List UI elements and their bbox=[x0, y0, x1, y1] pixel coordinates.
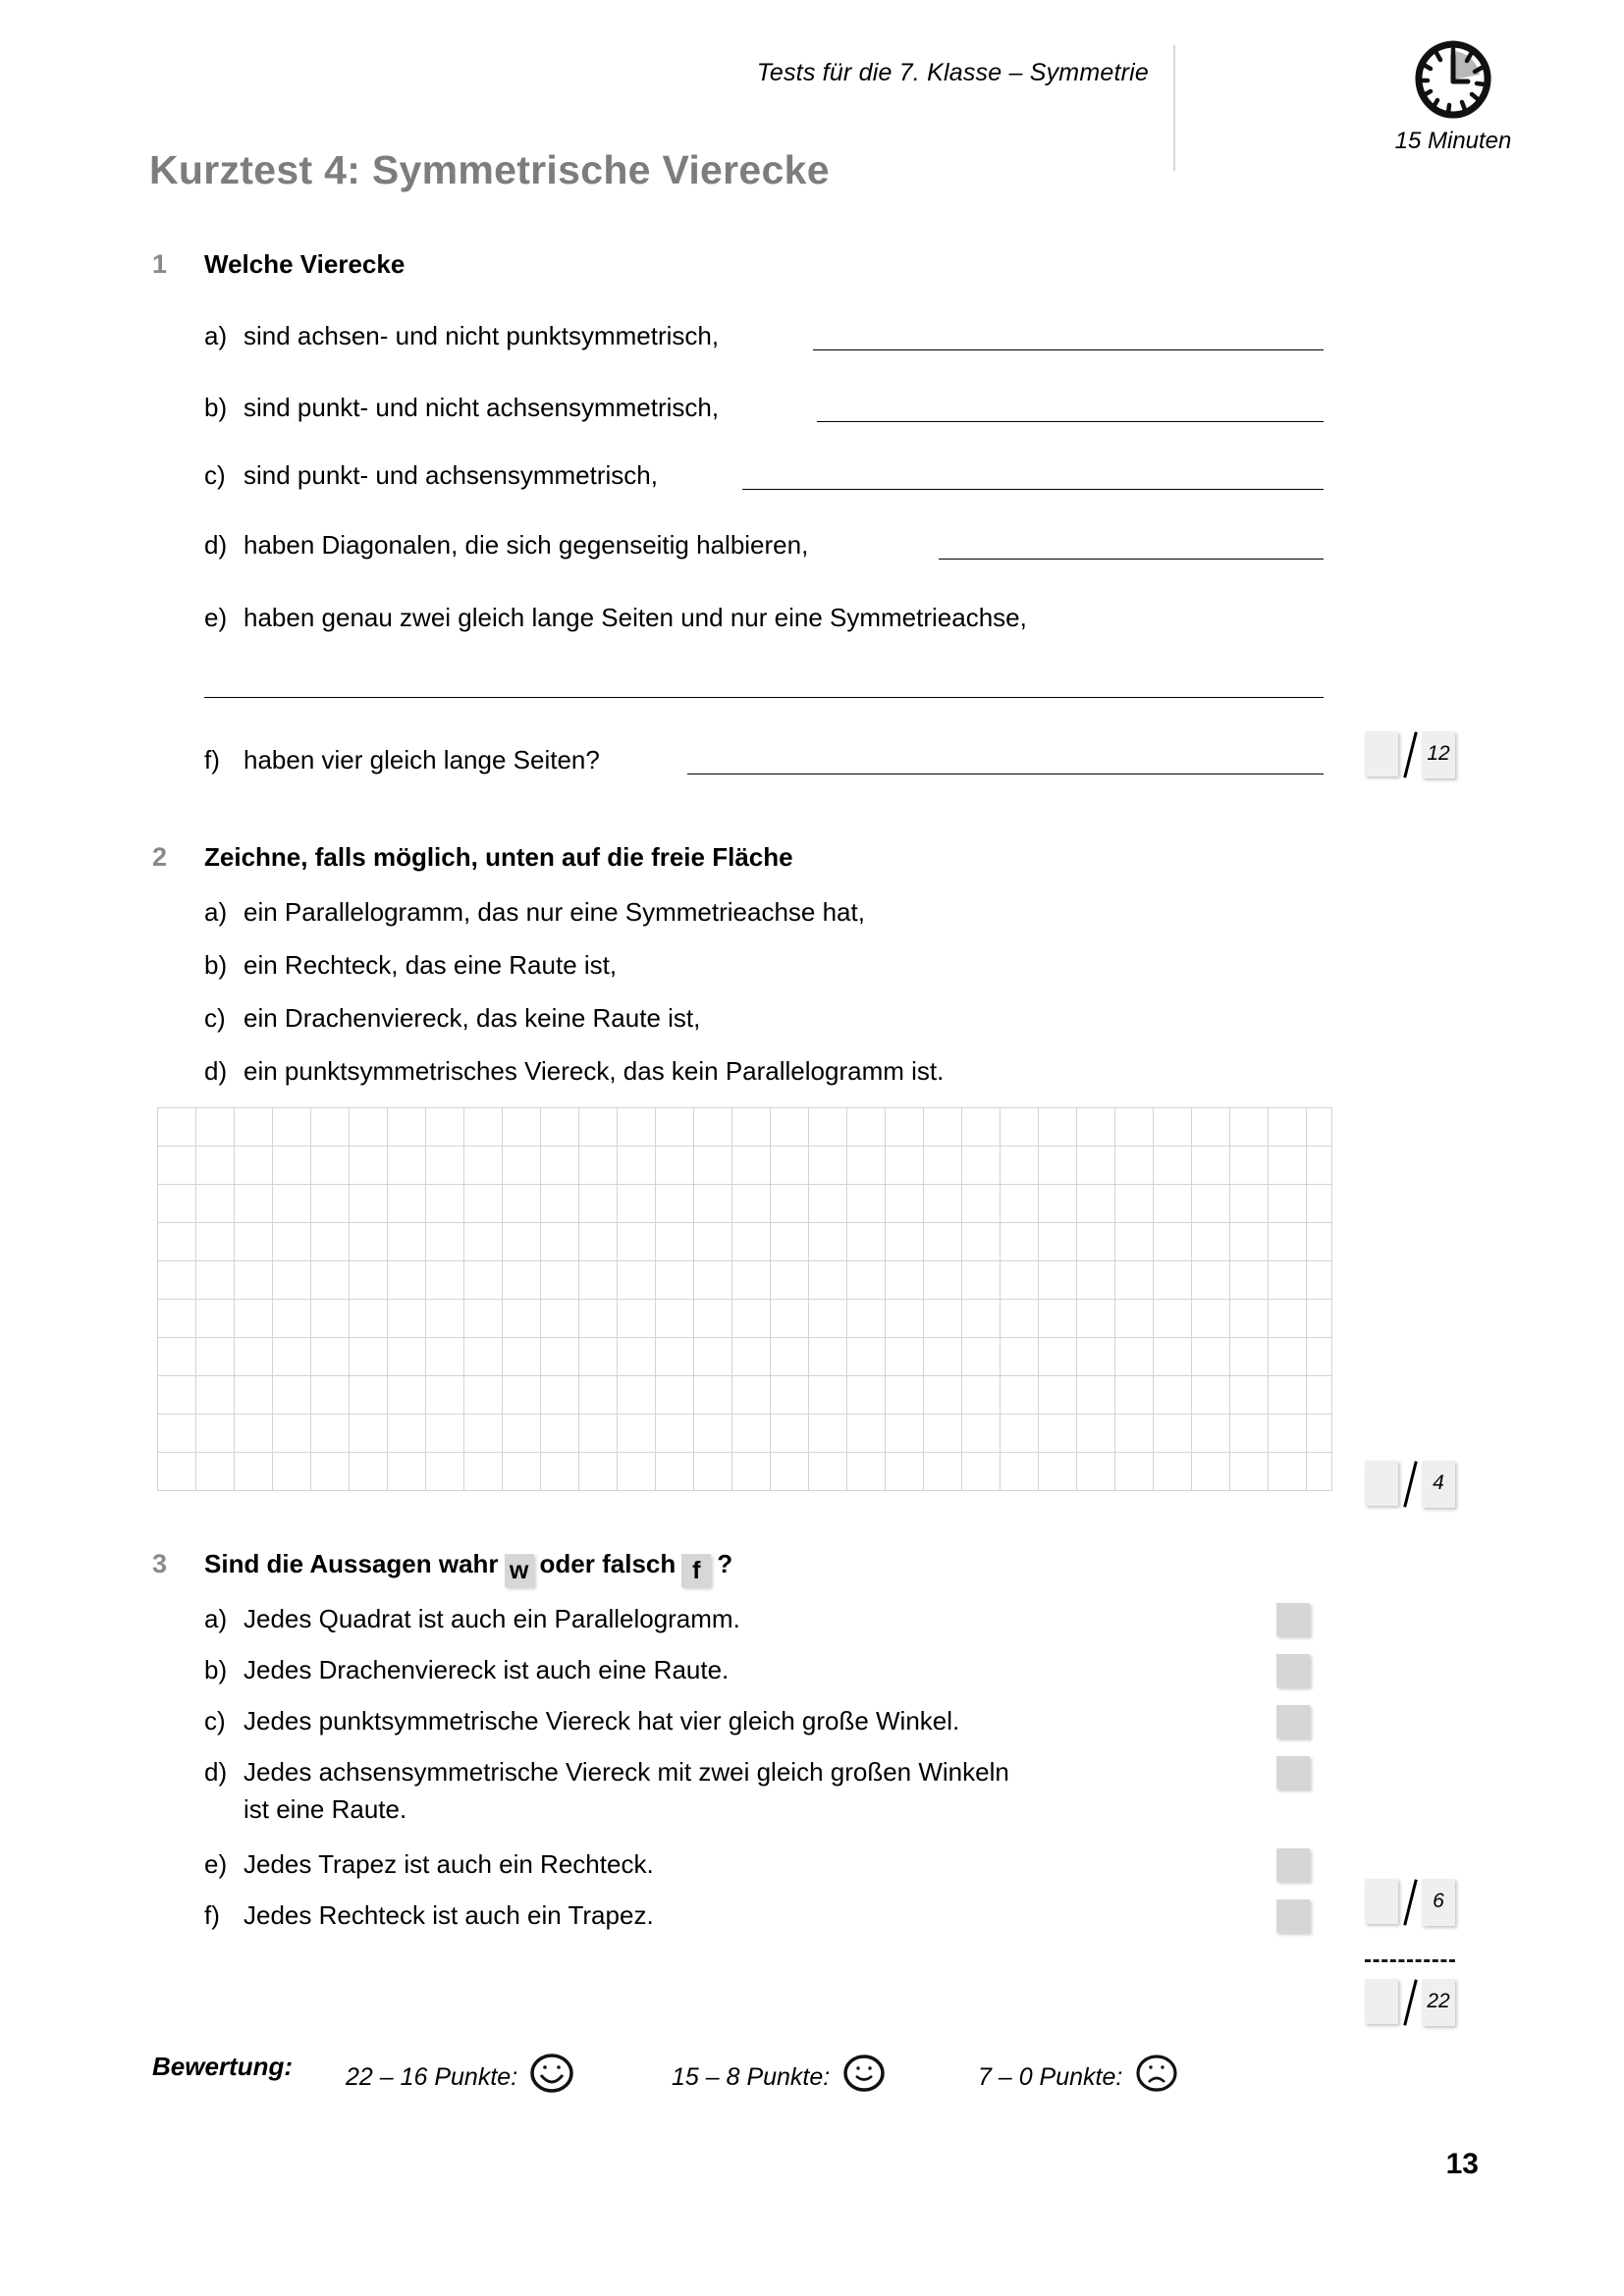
score-slash-icon bbox=[1398, 731, 1422, 778]
task-3-answer-box-b[interactable] bbox=[1276, 1654, 1310, 1687]
task-2-item-c bbox=[204, 1003, 700, 1034]
task-3-heading-part3: ? bbox=[717, 1549, 733, 1578]
score-slash-icon bbox=[1398, 1461, 1422, 1508]
evaluation-range-low-text: 7 – 0 Punkte: bbox=[978, 2063, 1123, 2091]
total-score-box[interactable] bbox=[1365, 1979, 1455, 2026]
task-1-answer-line-e[interactable] bbox=[204, 697, 1324, 698]
item-text: Jedes punktsymmetrische Viereck hat vier gleich große Winkel. bbox=[244, 1706, 960, 1735]
page-number: 13 bbox=[1445, 2148, 1479, 2180]
item-text: Jedes Trapez ist auch ein Rechteck. bbox=[244, 1849, 654, 1879]
task-3-item-d-cont bbox=[244, 1794, 406, 1825]
item-text: ein Drachenviereck, das keine Raute ist, bbox=[244, 1003, 701, 1033]
item-text: ein Rechteck, das eine Raute ist, bbox=[244, 950, 618, 980]
sad-face-icon bbox=[1129, 2063, 1180, 2091]
item-label: d) bbox=[204, 1757, 228, 1787]
task-3-number: 3 bbox=[152, 1549, 168, 1578]
task-3-heading-part1: Sind die Aussagen wahr bbox=[204, 1549, 499, 1578]
task-3-answer-box-e[interactable] bbox=[1276, 1848, 1310, 1882]
task-3-answer-box-f[interactable] bbox=[1276, 1899, 1310, 1933]
item-text: Jedes Quadrat ist auch ein Parallelogramm. bbox=[244, 1604, 740, 1633]
item-label: f) bbox=[204, 1900, 220, 1930]
task-1-item-a bbox=[204, 321, 719, 351]
task-3-answer-box-d[interactable] bbox=[1276, 1756, 1310, 1789]
item-label: b) bbox=[204, 1655, 228, 1684]
item-text: sind achsen- und nicht punktsymmetrisch, bbox=[244, 321, 720, 350]
evaluation-label: Bewertung: bbox=[152, 2052, 293, 2081]
item-text: haben genau zwei gleich lange Seiten und nur eine Symmetrieachse, bbox=[244, 603, 1027, 632]
score-max-total: 22 bbox=[1422, 1979, 1455, 2026]
task-2-number: 2 bbox=[152, 842, 168, 872]
item-label: a) bbox=[204, 1604, 228, 1633]
score-max-task-3: 6 bbox=[1422, 1879, 1455, 1926]
score-input-task-1[interactable] bbox=[1365, 731, 1398, 776]
task-1-number: 1 bbox=[152, 249, 168, 279]
total-score-divider bbox=[1365, 1959, 1455, 1962]
score-slash-icon bbox=[1398, 1879, 1422, 1926]
task-1-answer-line-a[interactable] bbox=[813, 349, 1324, 350]
task-1-heading: Welche Vierecke bbox=[204, 249, 406, 279]
item-label: d) bbox=[204, 530, 228, 560]
item-text: sind punkt- und achsensymmetrisch, bbox=[244, 460, 658, 490]
item-text: haben vier gleich lange Seiten? bbox=[244, 745, 600, 774]
task-3-item-c bbox=[204, 1706, 959, 1736]
task-3-answer-box-a[interactable] bbox=[1276, 1603, 1310, 1636]
task-2-item-a bbox=[204, 897, 865, 928]
score-input-total[interactable] bbox=[1365, 1979, 1398, 2024]
task-1-answer-line-b[interactable] bbox=[817, 421, 1324, 422]
drawing-grid-area[interactable] bbox=[157, 1107, 1332, 1491]
task-2-heading: Zeichne, falls möglich, unten auf die freie Fläche bbox=[204, 842, 793, 872]
time-allowance bbox=[1365, 37, 1542, 155]
task-1-item-d bbox=[204, 530, 808, 561]
item-text: ist eine Raute. bbox=[244, 1794, 407, 1824]
item-text: sind punkt- und nicht achsensymmetrisch, bbox=[244, 393, 720, 422]
task-2-item-d bbox=[204, 1056, 944, 1087]
task-3-score-box[interactable] bbox=[1365, 1879, 1455, 1926]
score-input-task-3[interactable] bbox=[1365, 1879, 1398, 1924]
header-divider bbox=[1173, 45, 1175, 171]
score-input-task-2[interactable] bbox=[1365, 1461, 1398, 1506]
false-marker-box: f bbox=[681, 1554, 711, 1587]
item-text: ein punktsymmetrisches Viereck, das kein Parallelogramm ist. bbox=[244, 1056, 945, 1086]
item-label: b) bbox=[204, 950, 228, 980]
item-label: a) bbox=[204, 897, 228, 927]
evaluation-range-mid bbox=[672, 2052, 888, 2095]
score-slash-icon bbox=[1398, 1979, 1422, 2026]
item-label: d) bbox=[204, 1056, 228, 1086]
item-label: a) bbox=[204, 321, 228, 350]
running-header-title: Tests für die 7. Klasse – Symmetrie bbox=[756, 59, 1149, 86]
task-1-item-e bbox=[204, 603, 1027, 633]
task-3-item-d bbox=[204, 1757, 1009, 1788]
task-2-item-b bbox=[204, 950, 617, 981]
task-3-item-f bbox=[204, 1900, 654, 1931]
clock-icon bbox=[1365, 37, 1542, 122]
evaluation-range-high-text: 22 – 16 Punkte: bbox=[346, 2063, 518, 2091]
task-3-answer-box-c[interactable] bbox=[1276, 1705, 1310, 1738]
item-text: ein Parallelogramm, das nur eine Symmetrieachse hat, bbox=[244, 897, 865, 927]
score-max-task-1: 12 bbox=[1422, 731, 1455, 778]
task-3-item-e bbox=[204, 1849, 654, 1880]
evaluation-range-low bbox=[978, 2052, 1180, 2095]
task-3-heading bbox=[204, 1549, 732, 1587]
item-label: b) bbox=[204, 393, 228, 422]
item-label: c) bbox=[204, 460, 226, 490]
task-1-answer-line-d[interactable] bbox=[939, 559, 1324, 560]
task-1-item-f bbox=[204, 745, 600, 775]
happy-face-icon bbox=[524, 2063, 575, 2091]
task-2-score-box[interactable] bbox=[1365, 1461, 1455, 1508]
item-label: c) bbox=[204, 1706, 226, 1735]
item-text: haben Diagonalen, die sich gegenseitig halbieren, bbox=[244, 530, 809, 560]
task-1-answer-line-c[interactable] bbox=[742, 489, 1324, 490]
page-title: Kurztest 4: Symmetrische Vierecke bbox=[149, 147, 830, 192]
task-3-heading-part2: oder falsch bbox=[539, 1549, 677, 1578]
time-caption: 15 Minuten bbox=[1394, 128, 1512, 154]
task-1-score-box[interactable] bbox=[1365, 731, 1455, 778]
task-1-item-c bbox=[204, 460, 658, 491]
task-3-item-b bbox=[204, 1655, 729, 1685]
item-label: f) bbox=[204, 745, 220, 774]
item-label: e) bbox=[204, 1849, 228, 1879]
item-label: c) bbox=[204, 1003, 226, 1033]
item-text: Jedes achsensymmetrische Viereck mit zwei gleich großen Winkeln bbox=[244, 1757, 1009, 1787]
item-text: Jedes Drachenviereck ist auch eine Raute. bbox=[244, 1655, 730, 1684]
task-3-item-a bbox=[204, 1604, 740, 1634]
item-label: e) bbox=[204, 603, 228, 632]
true-marker-box: w bbox=[505, 1554, 534, 1587]
evaluation-range-high bbox=[346, 2052, 575, 2095]
evaluation-range-mid-text: 15 – 8 Punkte: bbox=[672, 2063, 831, 2091]
score-max-task-2: 4 bbox=[1422, 1461, 1455, 1508]
task-1-item-b bbox=[204, 393, 719, 423]
item-text: Jedes Rechteck ist auch ein Trapez. bbox=[244, 1900, 654, 1930]
neutral-face-icon bbox=[837, 2063, 888, 2091]
